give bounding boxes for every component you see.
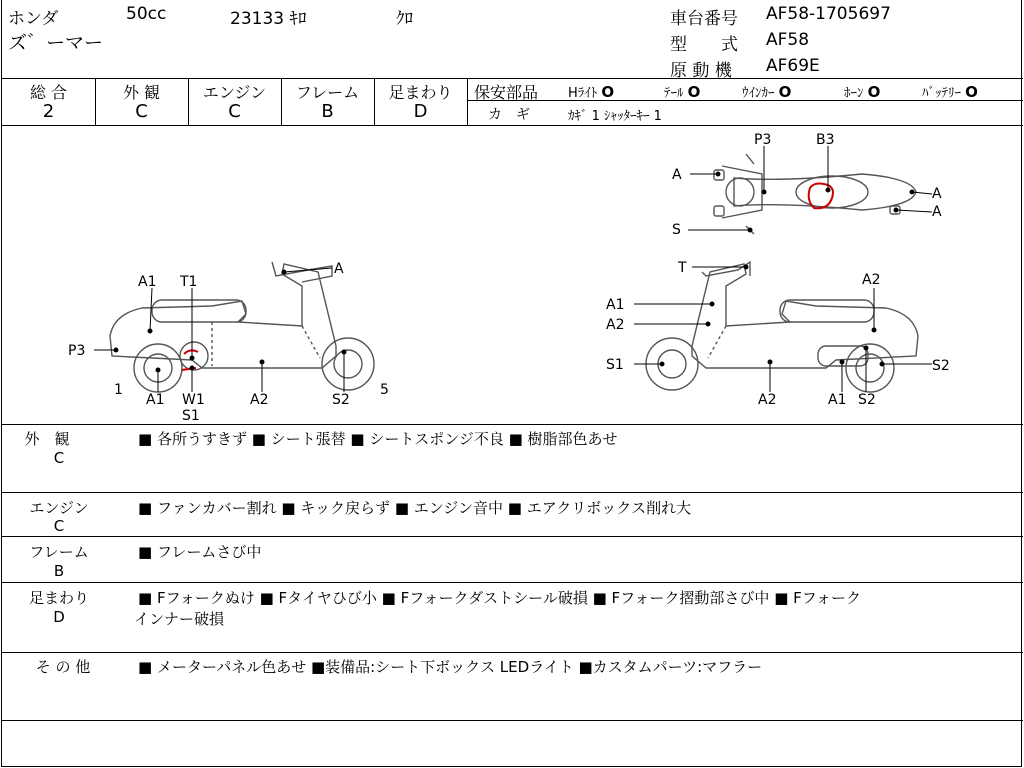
label-right-s2: S2 <box>932 358 950 374</box>
scooter-top-view <box>714 154 916 234</box>
section-suspension-text-2: インナー破損 <box>134 610 225 628</box>
label-right-s1: S1 <box>606 357 624 373</box>
label-top-a-left: A <box>672 167 682 183</box>
section-exterior-grade: C <box>53 449 65 467</box>
damage-diagram <box>2 126 1022 424</box>
safety-item-winker: ｳｲﾝｶｰ O <box>742 83 792 101</box>
label-top-a-1: A <box>932 186 942 202</box>
safety-item-headlight: Hﾗｲﾄ O <box>568 83 615 101</box>
grade-total-value: 2 <box>42 101 55 122</box>
grade-exterior-label: 外 観 <box>122 83 161 102</box>
grade-suspension-label: 足まわり <box>388 83 453 102</box>
model-label: 型 式 <box>670 35 738 55</box>
safety-item-battery: ﾊﾞｯﾃﾘｰ O <box>922 83 978 101</box>
section-suspension-text: ■ Fフォークぬけ ■ Fタイヤひび小 ■ Fフォークダストシール破損 ■ Fフォーク摺動部さび中 ■ Fフォーク <box>138 589 862 607</box>
engine-label: 原 動 機 <box>670 61 732 81</box>
label-right-a1-bottom: A1 <box>828 392 847 408</box>
label-left-a1-top: A1 <box>138 274 157 290</box>
frame-no-label: 車台番号 <box>670 9 738 29</box>
damage-mark-b3 <box>809 184 833 209</box>
section-other-text: ■ メーターパネル色あせ ■装備品:シート下ボックス LEDライト ■カスタムパーツ:マフラー <box>138 658 763 676</box>
label-left-t1: T1 <box>180 274 198 290</box>
section-suspension-label: 足まわり <box>28 589 89 607</box>
label-right-s2-bottom: S2 <box>858 392 876 408</box>
label-left-a: A <box>334 261 344 277</box>
grade-frame-value: B <box>321 101 334 122</box>
frame-no: AF58-1705697 <box>766 4 891 24</box>
label-right-a2-bottom: A2 <box>758 392 777 408</box>
section-frame-text: ■ フレームさび中 <box>138 543 262 561</box>
maker: ホンダ <box>8 9 59 29</box>
label-top-b3: B3 <box>816 132 835 148</box>
grade-total-label: 総 合 <box>29 83 68 102</box>
safety-item-horn: ﾎｰﾝ O <box>844 83 881 101</box>
label-top-s: S <box>672 222 681 238</box>
section-engine-text: ■ ファンカバー割れ ■ キック戻らず ■ エンジン音中 ■ エアクリボックス削れ大 <box>138 499 692 517</box>
label-left-s1: S1 <box>182 408 200 424</box>
safety-item-tail: ﾃｰﾙ O <box>664 83 701 101</box>
section-exterior-text: ■ 各所うすきず ■ シート張替 ■ シートスポンジ不良 ■ 樹脂部色あせ <box>138 430 618 448</box>
model-code: AF58 <box>766 30 810 50</box>
color: ｸﾛ <box>396 9 413 29</box>
section-exterior-label: 外 観 <box>24 430 70 448</box>
safety-label: 保安部品 <box>474 83 539 102</box>
section-engine-grade: C <box>53 517 65 535</box>
label-left-1: 1 <box>114 382 123 398</box>
engine-code: AF69E <box>766 56 820 76</box>
displacement: 50cc <box>126 4 167 24</box>
section-frame-grade: B <box>53 562 65 580</box>
grade-engine-label: エンジン <box>202 83 267 102</box>
grade-engine-value: C <box>228 101 241 122</box>
inspection-sheet <box>1 0 1022 767</box>
label-right-a1: A1 <box>606 297 625 313</box>
section-other-label: そ の 他 <box>35 658 91 676</box>
section-suspension-grade: D <box>53 608 65 626</box>
label-left-w1: W1 <box>182 392 205 408</box>
grade-frame-label: フレーム <box>295 83 360 102</box>
label-left-s2: S2 <box>332 392 350 408</box>
label-right-a2-top: A2 <box>862 272 881 288</box>
section-frame-label: フレーム <box>29 543 89 561</box>
model-name: ズ゛ーマー <box>8 32 104 54</box>
label-right-t: T <box>678 260 687 276</box>
grade-exterior-value: C <box>135 101 148 122</box>
section-engine-label: エンジン <box>29 499 89 517</box>
key-value: ｶｷﾞ 1 ｼｬｯﾀｰｷｰ 1 <box>568 109 662 124</box>
label-right-a2: A2 <box>606 317 625 333</box>
label-left-p3: P3 <box>68 343 86 359</box>
label-top-a-2: A <box>932 204 942 220</box>
grade-suspension-value: D <box>413 101 428 122</box>
mileage: 23133 ｷﾛ <box>230 9 307 29</box>
label-left-5: 5 <box>380 382 389 398</box>
key-label: カ ギ <box>488 107 530 123</box>
label-left-a2: A2 <box>250 392 269 408</box>
label-top-p3: P3 <box>754 132 772 148</box>
label-left-a1-bottom: A1 <box>146 392 165 408</box>
